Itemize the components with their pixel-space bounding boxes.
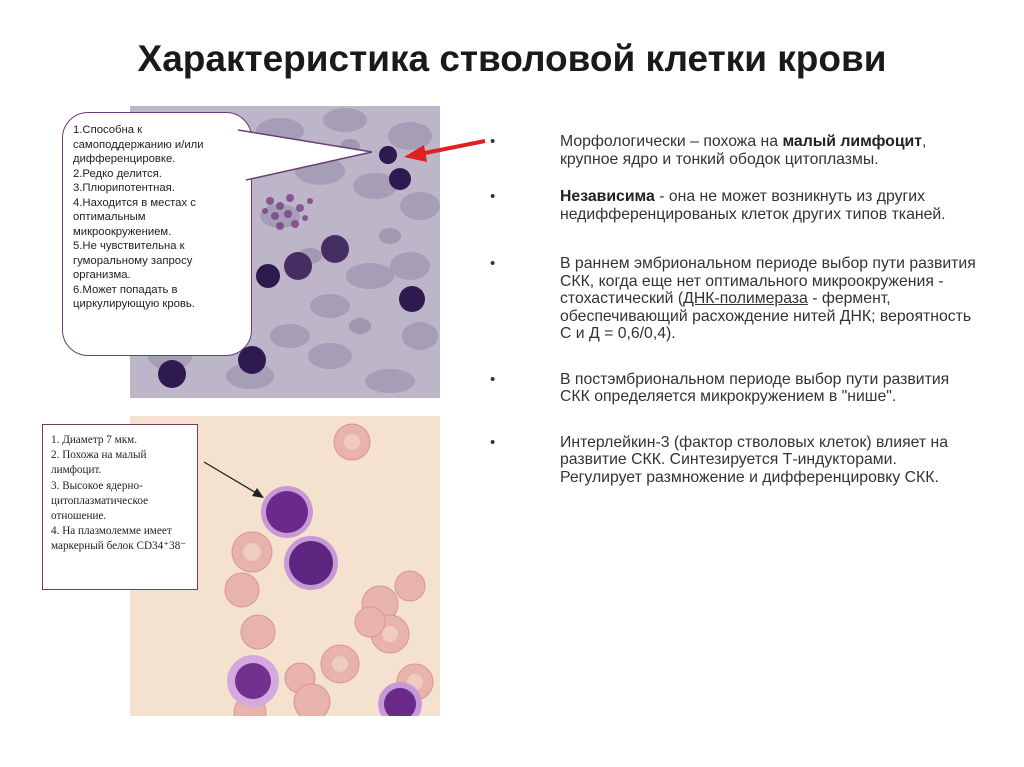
bullet-text: Интерлейкин-3 (фактор стволовых клеток) влияет на развитие СКК. Синтезируется Т-индукторами. Регулирует размножение и дифференцировку СКК. (560, 433, 949, 486)
callout-item: 5.Не чувствительна к гуморальному запросу организма. (73, 240, 193, 281)
bullet-text: В раннем эмбриональном периоде выбор пути развития СКК, когда еще нет оптимального микроокружения - стохастический ( (560, 255, 976, 307)
page-title: Характеристика стволовой клетки крови (137, 38, 887, 79)
bottom-callout (42, 424, 198, 590)
bullet-icon: • (490, 188, 496, 205)
bullet-icon: • (490, 370, 496, 388)
bullet-bold-text: малый лимфоцит (782, 133, 922, 150)
bullet-item (480, 133, 980, 168)
bullet-text: , крупное ядро и тонкий ободок цитоплазмы. (560, 133, 927, 168)
bullet-icon: • (490, 133, 496, 150)
bullet-item (480, 188, 980, 223)
bullet-text: - она не может возникнуть из других недифференцированых клеток других типов тканей. (560, 188, 946, 223)
bullet-text: - фермент, обеспечивающий расхождение нитей ДНК; вероятность С и Д = 0,6/0,4). (560, 290, 972, 342)
callout-item: 2.Редко делится. (73, 167, 162, 180)
top-callout (62, 112, 252, 356)
bullet-text: Морфологически – похожа на (560, 133, 783, 150)
bullet-icon: • (490, 433, 496, 451)
callout-item: 1. Диаметр 7 мкм. (51, 434, 138, 446)
callout-item: 4.Находится в местах с оптимальным микроокружением. (73, 196, 196, 238)
callout-item: 6.Может попадать в циркулирующую кровь. (73, 283, 195, 310)
callout-item: 3. Высокое ядерно-цитоплазматическое отношение. (51, 479, 149, 523)
bullet-item (480, 255, 980, 343)
callout-item: 4. На плазмолемме имеет маркерный белок CD34⁺38⁻ (51, 525, 187, 553)
bullet-text: В постэмбриональном периоде выбор пути развития СКК определяется микрокружением в "нише". (560, 370, 950, 405)
callout-item: 2. Похожа на малый лимфоцит. (51, 449, 147, 477)
callout-item: 1.Способна к самоподдержанию и/или дифференцировке. (73, 124, 204, 165)
bullet-item (480, 371, 980, 406)
bullet-item (480, 434, 980, 487)
bullet-underlined-text: ДНК-полимераза (683, 290, 808, 307)
bullet-list (480, 133, 980, 506)
bullet-bold-text: Независима (560, 188, 655, 205)
callout-item: 3.Плюрипотентная. (73, 182, 175, 194)
bullet-icon: • (490, 255, 496, 272)
